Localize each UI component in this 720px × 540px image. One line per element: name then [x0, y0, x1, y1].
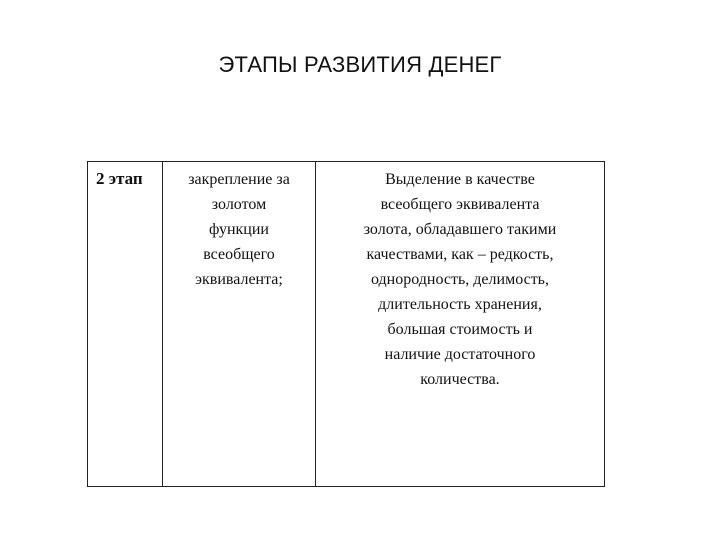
definition-cell: [163, 162, 316, 486]
definition-text: закрепление за золотом функции всеобщего эквивалента;: [188, 171, 290, 288]
description-cell: [316, 162, 604, 486]
stage-label: 2 этап: [96, 169, 143, 188]
stage-cell: [88, 162, 163, 486]
page-title: ЭТАПЫ РАЗВИТИЯ ДЕНЕГ: [218, 52, 502, 77]
stage-table: [87, 161, 605, 487]
description-text: Выделение в качестве всеобщего эквивалента золота, обладавшего такими качествами, как – редкость, однородность, делимость, длительность хранения, большая стоимость и наличие достаточного количества.: [363, 171, 557, 388]
